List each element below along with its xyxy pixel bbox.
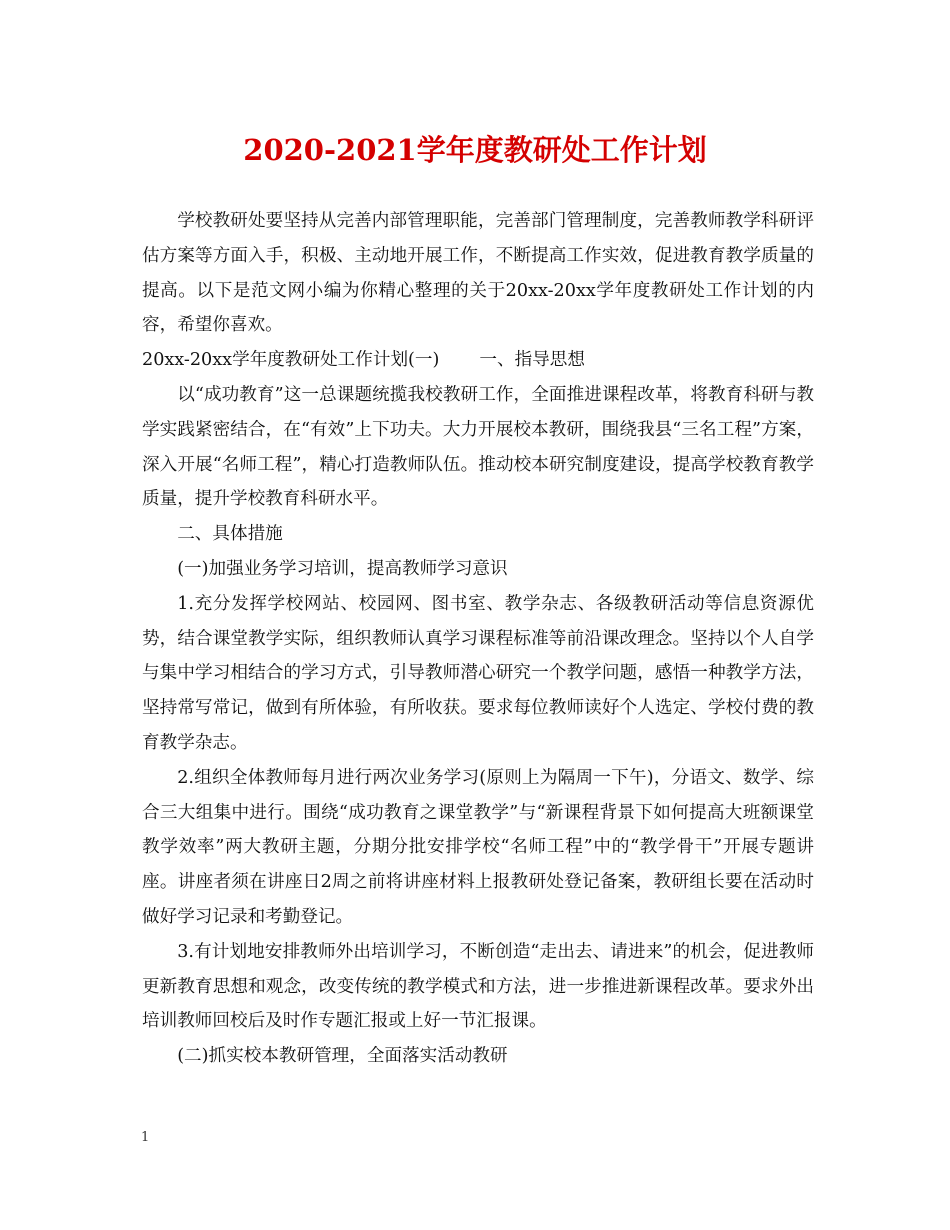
subsection-two-heading: (二)抓实校本教研管理，全面落实活动教研 [177,1046,508,1067]
section-one-paragraph: 以“成功教育”这一总课题统揽我校教研工作，全面推进课程改革，将教育科研与教学实践紧密结合，在“有效”上下功夫。大力开展校本教研，围绕我县“三名工程”方案，深入开展“名师工程”，精心打造教师队伍。推动校本研究制度建设，提高学校教育教学质量，提升学校教育科研水平。 [142,384,814,510]
document-body [142,204,814,1074]
plan-heading: 20xx-20xx学年度教研处工作计划(一) [142,350,440,371]
page-number: 1 [141,1130,150,1145]
document-title: 2020-2021学年度教研处工作计划 [243,133,707,167]
intro-paragraph: 学校教研处要坚持从完善内部管理职能，完善部门管理制度，完善教师教学科研评估方案等方面入手，积极、主动地开展工作，不断提高工作实效，促进教育教学质量的提高。以下是范文网小编为你精心整理的关于20xx-20xx学年度教研处工作计划的内容，希望你喜欢。 [142,211,814,336]
item-three-paragraph: 3.有计划地安排教师外出培训学习，不断创造“走出去、请进来”的机会，促进教师更新教育思想和观念，改变传统的教学模式和方法，进一步推进新课程改革。要求外出培训教师回校后及时作专题汇报或上好一节汇报课。 [142,941,814,1032]
heading-gap [439,343,479,378]
section-two-heading: 二、具体措施 [177,524,283,545]
plan-heading-line [142,343,814,378]
item-two-paragraph: 2.组织全体教师每月进行两次业务学习(原则上为隔周一下午)，分语文、数学、综合三大组集中进行。围绕“成功教育之课堂教学”与“新课程背景下如何提高大班额课堂教学效率”两大教研主题，分期分批安排学校“名师工程”中的“教学骨干”开展专题讲座。讲座者须在讲座日2周之前将讲座材料上报教研处登记备案，教研组长要在活动时做好学习记录和考勤登记。 [142,767,814,927]
item-one-paragraph: 1.充分发挥学校网站、校园网、图书室、教学杂志、各级教研活动等信息资源优势，结合课堂教学实际，组织教师认真学习课程标准等前沿课改理念。坚持以个人自学与集中学习相结合的学习方式，引导教师潜心研究一个教学问题，感悟一种教学方法，坚持常写常记，做到有所体验，有所收获。要求每位教师读好个人选定、学校付费的教育教学杂志。 [142,593,814,753]
subsection-one-heading: (一)加强业务学习培训，提高教师学习意识 [177,558,508,579]
section-one-heading: 一、指导思想 [479,350,585,371]
